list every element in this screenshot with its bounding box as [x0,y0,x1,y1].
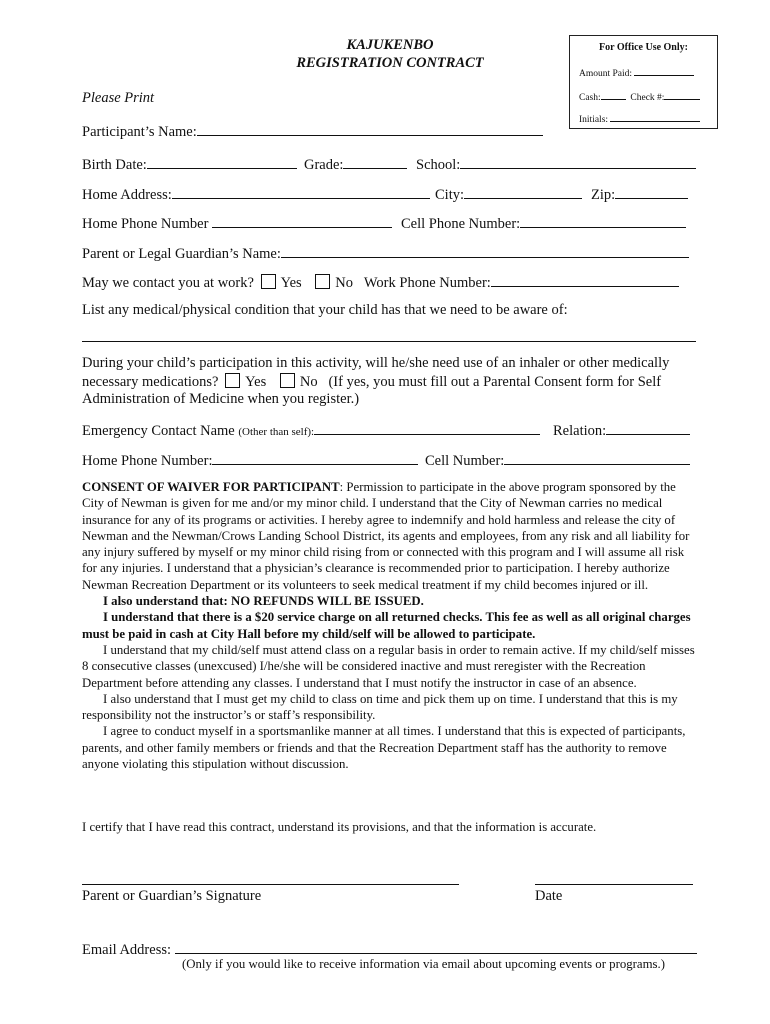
inhaler-yes-checkbox[interactable] [225,373,240,388]
please-print-note: Please Print [82,90,155,106]
zip-field[interactable] [591,184,688,204]
waiver-paragraph-1: CONSENT OF WAIVER FOR PARTICIPANT: Permission to participate in the above program sponsored by the City of Newman is given for me and/or my minor child. I understand that the City of Newman carries no medical insurance for any of its programs or activities. I hereby agree to indemnify and hold harmless and release the city of Newman and the Newman/Crows Landing School District, its agents and employees, from any risk and all liability for any injury suffered by myself or my minor child rising from or connected with this program and I will assume all risk for any injuries. I understand that a physician’s clearance is recommended prior to participation. I hereby authorize Newman Recreation Department or its volunteers to seek medical treatment if my child becomes injured or ill. [82,480,690,592]
date-label: Date [535,888,563,904]
home-phone-label: Home Phone Number [82,216,209,232]
office-use-box [569,35,718,129]
relation-label: Relation: [553,423,607,439]
waiver-heading: CONSENT OF WAIVER FOR PARTICIPANT [82,480,340,494]
waiver-text [82,479,698,772]
home-address-label: Home Address: [82,187,172,203]
relation-field[interactable] [553,420,690,440]
email-field[interactable] [82,939,697,959]
medical-condition-label: List any medical/physical condition that your child has that we need to be aware of: [82,302,568,318]
emergency-contact-label: Emergency Contact Name [82,423,235,439]
inhaler-question-line3: Administration of Medicine when you register.) [82,391,360,407]
emergency-cell-field[interactable] [425,450,690,470]
amount-paid-field[interactable]: Amount Paid: [579,66,694,79]
home-phone-field[interactable] [82,213,392,233]
form-subtitle: REGISTRATION CONTRACT [296,55,484,71]
emergency-cell-label: Cell Number: [425,453,505,469]
yes-label: Yes [280,275,302,291]
guardian-signature-label: Parent or Guardian’s Signature [82,888,262,904]
inhaler-no-checkbox[interactable] [280,373,295,388]
guardian-name-label: Parent or Legal Guardian’s Name: [82,246,281,262]
contact-work-label: May we contact you at work? [82,275,254,291]
date-line[interactable] [535,884,693,885]
city-label: City: [435,187,465,203]
contact-work-row [82,272,679,292]
birth-date-label: Birth Date: [82,157,147,173]
guardian-signature-line[interactable] [82,884,459,885]
birth-date-field[interactable] [82,154,297,174]
guardian-name-field[interactable] [82,243,689,263]
email-label: Email Address: [82,942,172,958]
cell-phone-field[interactable] [401,213,686,233]
waiver-paragraph-6: I agree to conduct myself in a sportsmanlike manner at all times. I understand that this is expected of participants, parents, and other family members or friends and that the Recreation Department staff has the authority to remove anyone violating this stipulation without discussion. [82,724,686,772]
medical-condition-line[interactable] [82,341,696,342]
form-title: KAJUKENBO [346,37,434,53]
waiver-paragraph-2: I also understand that: NO REFUNDS WILL BE ISSUED. [103,594,424,609]
emergency-home-phone-field[interactable] [82,450,418,470]
work-phone-label: Work Phone Number: [363,275,491,291]
inhaler-question-line2: necessary medications? Yes No (If yes, you must fill out a Parental Consent form for Self [82,374,662,390]
grade-field[interactable] [304,154,407,174]
home-address-field[interactable] [82,184,430,204]
zip-label: Zip: [591,187,616,203]
initials-field[interactable]: Initials: [579,112,700,125]
participant-name-field[interactable] [82,121,543,141]
work-phone-input[interactable] [491,272,679,287]
no-label: No [335,275,354,291]
emergency-contact-field[interactable] [82,420,540,440]
emergency-contact-note: (Other than self): [238,426,315,438]
city-field[interactable] [435,184,582,204]
school-field[interactable] [416,154,696,174]
contact-work-yes-checkbox[interactable] [261,274,276,289]
email-note: (Only if you would like to receive information via email about upcoming events or programs.) [182,957,665,971]
cash-check-field[interactable]: Cash: Check #: [579,90,700,103]
waiver-paragraph-3: I understand that there is a $20 service charge on all returned checks. This fee as well as all original charges must be paid in cash at City Hall before my child/self will be allowed to participate. [82,610,691,641]
school-label: School: [416,157,461,173]
waiver-paragraph-4: I understand that my child/self must attend class on a regular basis in order to remain active. If my child/self misses 8 consecutive classes (unexcused) I/he/she will be considered inactive and must reregister with the Recreation Department before attending any classes. I understand that I must notify the instructor in case of an absence. [82,642,695,690]
inhaler-question-line1: During your child’s participation in this activity, will he/she need use of an inhaler or other medically [82,355,670,371]
emergency-home-phone-label: Home Phone Number: [82,453,213,469]
participant-name-label: Participant’s Name: [82,124,197,140]
cell-phone-label: Cell Phone Number: [401,216,521,232]
office-heading: For Office Use Only: [599,42,688,53]
grade-label: Grade: [304,157,344,173]
certify-statement: I certify that I have read this contract, understand its provisions, and that the information is accurate. [82,820,597,834]
waiver-paragraph-5: I also understand that I must get my child to class on time and pick them up on time. I understand that this is my responsibility not the instructor’s or staff’s responsibility. [82,691,678,723]
contact-work-no-checkbox[interactable] [315,274,330,289]
